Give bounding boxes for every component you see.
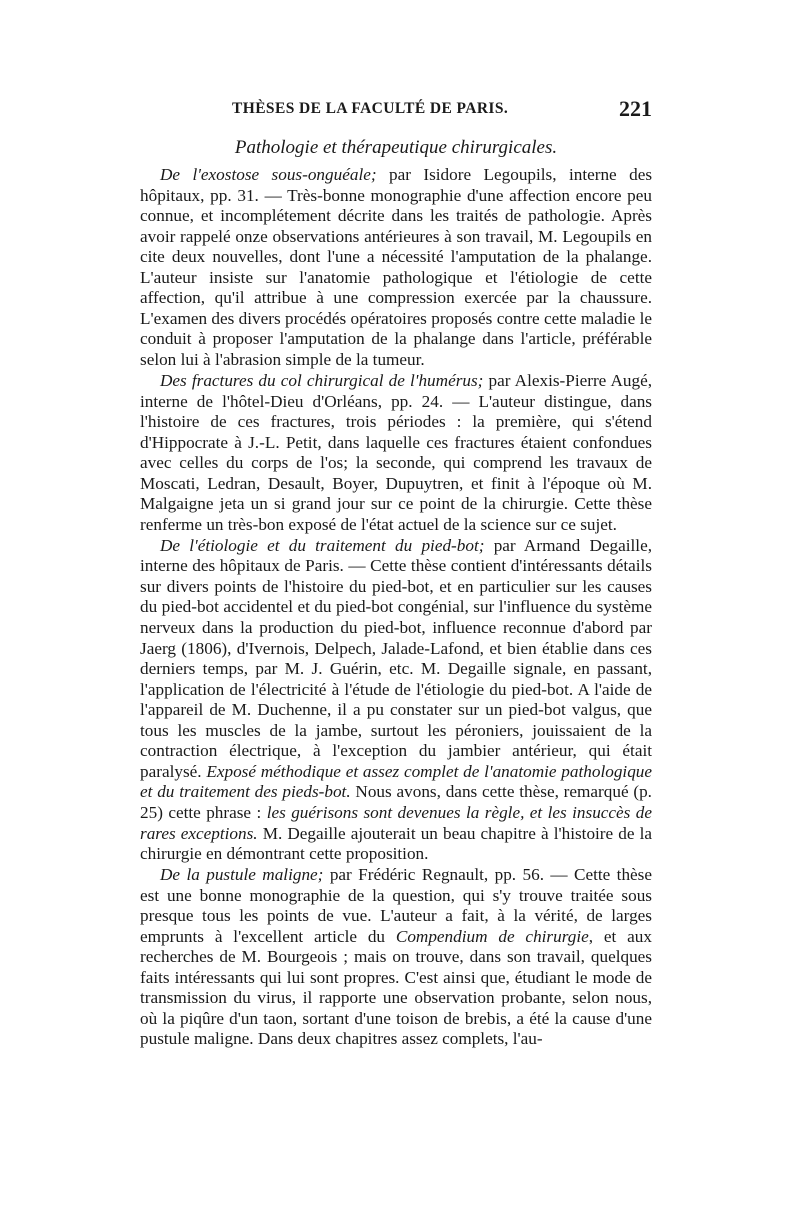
running-head: THÈSES DE LA FACULTÉ DE PARIS.: [232, 100, 509, 117]
entry-fractures-humerus: [140, 371, 652, 535]
entry-pied-bot: [140, 536, 652, 865]
entry-title: De l'exostose sous-onguéale;: [160, 165, 377, 184]
entry-text: par Frédéric Regnault, pp. 56. — Cette thèse est une bonne monographie de la question, qui s'y trouve traitée sous presque tous les points de vue. L'auteur a fait, à la vérité, de larges emprunts à l'excellent article du: [140, 865, 653, 946]
section-title: Pathologie et thérapeutique chirurgicales.: [234, 137, 558, 158]
entry-text: par Isidore Legoupils, interne des hôpitaux, pp. 31. — Très-bonne monographie d'une affection encore peu connue, et incomplétement décrite dans les traités de pathologie. Après avoir rappelé onze observations antérieures à son travail, M. Legoupils en cite deux nouvelles, dont l'une a nécessité l'amputation de la phalange. L'auteur insiste sur l'anatomie pathologique et l'étiologie de cette affection, qu'il attribue à une compression exercée par la chaussure. L'examen des divers procédés opératoires proposés contre cette maladie le conduit à proposer l'amputation de la phalange dans l'article, préférable selon lui à l'abrasion simple de la tumeur.: [140, 165, 653, 369]
entry-quotation: les guérisons sont devenues la règle, et les insuccès de rares exceptions.: [140, 802, 653, 843]
page-body: [140, 165, 652, 1050]
entry-emphasis: Exposé méthodique et assez complet de l'anatomie pathologique et du traitement des pieds-bot.: [140, 761, 653, 802]
entry-exostose: [140, 165, 652, 370]
entry-pustule-maligne: [140, 865, 652, 1050]
entry-text: , et aux recherches de M. Bourgeois ; mais on trouve, dans son travail, quelques faits intéressants qui lui sont propres. C'est ainsi que, étudiant le mode de transmission du virus, il rapporte une observation probante, selon nous, où la piqûre d'un taon, sortant d'une toison de brebis, a été la cause d'une pustule maligne. Dans deux chapitres assez complets, l'au-: [140, 926, 652, 1049]
entry-text: Nous avons, dans cette thèse, remarqué (p. 25) cette phrase :: [140, 782, 652, 822]
entry-text: M. Degaille ajouterait un beau chapitre à l'histoire de la chirurgie en démontrant cette proposition.: [140, 823, 653, 864]
page-number: 221: [619, 96, 652, 121]
entry-title: Des fractures du col chirurgical de l'humérus;: [160, 370, 484, 390]
page-header: [140, 96, 652, 126]
entry-title: De la pustule maligne;: [160, 865, 324, 885]
entry-title: De l'étiologie et du traitement du pied-bot;: [160, 535, 485, 555]
entry-text: par Armand Degaille, interne des hôpitaux de Paris. — Cette thèse contient d'intéressants détails sur divers points de l'histoire du pied-bot, et en particulier sur les causes du pied-bot accidentel et du pied-bot congénial, sur l'influence du système nerveux dans la production du pied-bot, influence reconnue d'abord par Jaerg (1806), d'Ivernois, Delpech, Jalade-Lafond, et bien établie dans ces derniers temps, par M. J. Guérin, etc. M. Degaille signale, en passant, l'application de l'électricité à l'étude de l'étiologie du pied-bot. A l'aide de l'appareil de M. Duchenne, il a pu constater sur un pied-bot valgus, que tous les muscles de la jambe, surtout les péroniers, jouissaient de la contraction électrique, à l'exception du jambier antérieur, qui était paralysé.: [140, 535, 652, 781]
entry-emphasis: Compendium de chirurgie: [395, 926, 589, 946]
entry-text: par Alexis-Pierre Augé, interne de l'hôtel-Dieu d'Orléans, pp. 24. — L'auteur distingue, dans l'histoire de ces fractures, trois périodes : la première, qui s'étend d'Hippocrate à J.-L. Petit, dans laquelle ces fractures étaient confondues avec celles du corps de l'os; la seconde, qui comprend les travaux de Moscati, Ledran, Desault, Boyer, Dupuytren, et finit à l'époque où M. Malgaigne jeta un si grand jour sur ce point de la chirurgie. Cette thèse renferme un très-bon exposé de l'état actuel de la science sur ce sujet.: [140, 370, 652, 534]
